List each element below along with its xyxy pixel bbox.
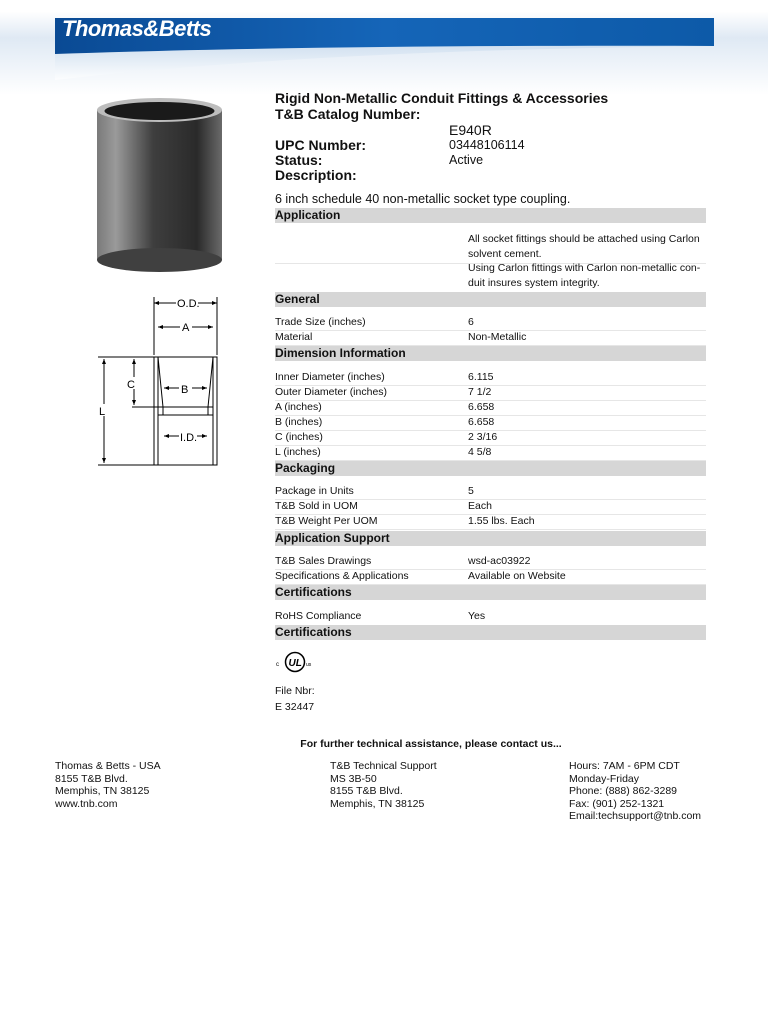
footer-line: Memphis, TN 38125: [55, 785, 150, 797]
table-row: C (inches) 2 3/16: [275, 430, 706, 446]
label-c: C: [127, 379, 135, 391]
section-certifications-ul: Certifications: [275, 625, 706, 640]
svg-text:us: us: [306, 662, 312, 668]
table-row: Outer Diameter (inches) 7 1/2: [275, 385, 706, 401]
catalog-number: E940R: [449, 122, 492, 138]
section-application: Application: [275, 208, 706, 223]
banner-swoosh: [0, 0, 768, 95]
table-row: Specifications & Applications Available on Website: [275, 569, 706, 585]
footer-website-link[interactable]: www.tnb.com: [55, 797, 118, 810]
table-row: L (inches) 4 5/8: [275, 445, 706, 461]
footer-line: Monday-Friday: [569, 772, 640, 785]
table-row: RoHS Compliance Yes: [275, 610, 486, 622]
table-row: Package in Units 5: [275, 484, 706, 500]
footer-line: MS 3B-50: [330, 772, 377, 785]
upc-value: 03448106114: [449, 138, 525, 152]
status-label: Status:: [275, 152, 323, 168]
table-row: Inner Diameter (inches) 6.115: [275, 370, 706, 386]
footer-line: Memphis, TN 38125: [330, 797, 425, 810]
product-title: Rigid Non-Metallic Conduit Fittings & Accessories: [275, 90, 609, 106]
label-b: B: [181, 384, 189, 396]
file-number-label: File Nbr:: [275, 685, 315, 697]
table-row: A (inches) 6.658: [275, 400, 706, 416]
table-row: B (inches) 6.658: [275, 415, 706, 431]
section-dimension: Dimension Information: [275, 346, 706, 361]
footer-line: Fax: (901) 252-1321: [569, 797, 665, 810]
file-number-value: E 32447: [275, 701, 315, 713]
label-od: O.D.: [177, 298, 200, 310]
table-row: T&B Weight Per UOM 1.55 lbs. Each: [275, 514, 706, 530]
footer-line: 8155 T&B Blvd.: [330, 785, 403, 797]
description-text: 6 inch schedule 40 non-metallic socket type coupling.: [275, 192, 571, 206]
application-note-1: All socket fittings should be attached using Carlon solvent cement.: [468, 233, 700, 260]
section-certifications: Certifications: [275, 585, 706, 600]
footer-line: Hours: 7AM - 6PM CDT: [569, 760, 680, 772]
section-packaging: Packaging: [275, 461, 706, 476]
coupling-photo: [95, 96, 227, 274]
dimension-diagram: [96, 293, 226, 473]
application-note-2: Using Carlon fittings with Carlon non-metallic con-duit insures system integrity.: [468, 262, 701, 289]
footer-line: 8155 T&B Blvd.: [55, 772, 128, 785]
svg-text:c: c: [276, 662, 279, 668]
status-value: Active: [449, 153, 484, 167]
footer-email-link[interactable]: Email:techsupport@tnb.com: [569, 810, 702, 822]
catalog-label: T&B Catalog Number:: [275, 106, 421, 122]
footer-headline: For further technical assistance, please contact us...: [300, 738, 562, 750]
label-a: A: [182, 322, 190, 334]
footer-line: Thomas & Betts - USA: [55, 760, 161, 772]
table-row: Material Non-Metallic: [275, 330, 706, 346]
svg-text:UL: UL: [288, 658, 302, 669]
footer-contact: [569, 760, 701, 823]
header-banner: [0, 0, 768, 95]
section-general: General: [275, 292, 706, 307]
footer-address-usa: [55, 760, 161, 810]
label-id: I.D.: [180, 432, 198, 444]
upc-label: UPC Number:: [275, 137, 367, 153]
table-row: T&B Sold in UOM Each: [275, 499, 706, 515]
footer-address-support: [330, 760, 437, 810]
table-row: Trade Size (inches) 6: [275, 315, 706, 331]
table-row: T&B Sales Drawings wsd-ac03922: [275, 554, 706, 570]
description-label: Description:: [275, 167, 357, 183]
ul-listed-icon: [275, 651, 315, 673]
footer-line: Phone: (888) 862-3289: [569, 785, 677, 797]
label-l: L: [99, 406, 106, 418]
footer-line: T&B Technical Support: [330, 760, 437, 772]
brand-logo: Thomas&Betts: [62, 16, 212, 41]
section-application-support: Application Support: [275, 531, 706, 546]
